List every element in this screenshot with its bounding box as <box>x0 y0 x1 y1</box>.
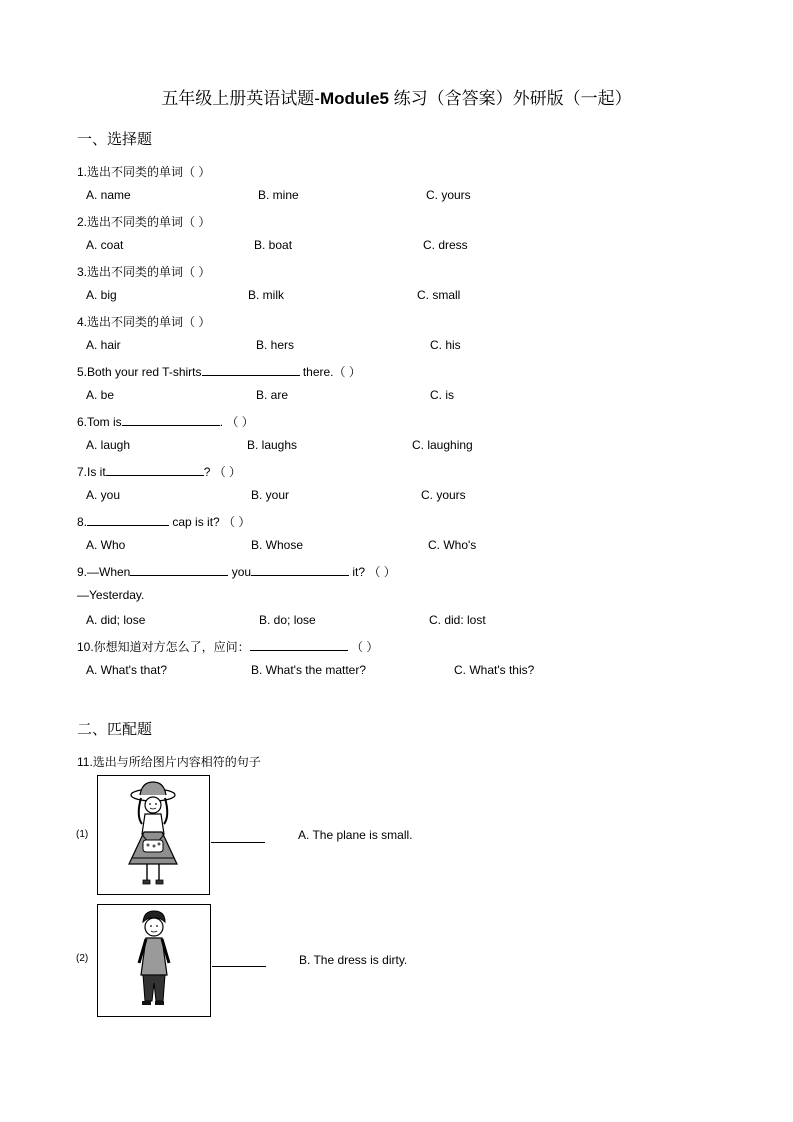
title-prefix: 五年级上册英语试题- <box>161 89 320 108</box>
section-heading-choice: 一、选择题 <box>77 131 153 148</box>
girl-illustration <box>98 776 208 893</box>
match-label-2: (2) <box>76 953 89 964</box>
question-5 <box>77 363 361 380</box>
q6-option-a: A. laugh <box>86 438 131 452</box>
title-bold: Module5 <box>319 89 389 108</box>
q10-text-end: （ ） <box>347 640 379 654</box>
q5-option-b: B. are <box>256 388 289 402</box>
q9-option-a: A. did; lose <box>86 613 146 627</box>
question-2: 2.选出不同类的单词（ ） <box>77 215 211 229</box>
question-9 <box>77 563 396 580</box>
question-6 <box>77 413 254 430</box>
answer-blank <box>130 564 228 576</box>
q5-text-end: there.（ ） <box>299 365 361 379</box>
q1-option-a: A. name <box>86 188 131 202</box>
q9-text-mid: you <box>228 565 252 579</box>
q9-text-start: 9.—When <box>77 565 131 579</box>
section-heading-matching: 二、匹配题 <box>77 721 153 738</box>
boy-picture <box>97 904 211 1017</box>
q7-option-b: B. your <box>251 488 290 502</box>
girl-picture <box>97 775 210 895</box>
q5-option-c: C. is <box>430 388 454 402</box>
answer-blank <box>251 564 349 576</box>
question-1: 1.选出不同类的单词（ ） <box>77 165 211 179</box>
answer-blank-2 <box>212 966 266 967</box>
q7-text-end: ? （ ） <box>203 465 242 479</box>
q1-option-b: B. mine <box>258 188 299 202</box>
question-10 <box>77 638 378 655</box>
q8-option-b: B. Whose <box>251 538 304 552</box>
q5-option-a: A. be <box>86 388 115 402</box>
q6-text-end: . （ ） <box>219 415 254 429</box>
page-title <box>0 84 793 109</box>
q7-text-start: 7.Is it <box>77 465 106 479</box>
q1-option-c: C. yours <box>426 188 471 202</box>
q8-option-c: C. Who's <box>428 538 477 552</box>
q3-option-c: C. small <box>417 288 461 302</box>
boy-illustration <box>98 905 209 1015</box>
answer-blank <box>202 364 300 376</box>
title-suffix: 练习（含答案）外研版（一起） <box>388 89 632 108</box>
q2-option-b: B. boat <box>254 238 293 252</box>
q4-option-c: C. his <box>430 338 461 352</box>
q4-option-a: A. hair <box>86 338 121 352</box>
q10-option-a: A. What's that? <box>86 663 167 677</box>
q8-option-a: A. Who <box>86 538 126 552</box>
q3-option-b: B. milk <box>248 288 284 302</box>
q9-option-b: B. do; lose <box>259 613 316 627</box>
answer-blank <box>250 639 348 651</box>
q3-option-a: A. big <box>86 288 117 302</box>
q7-option-a: A. you <box>86 488 121 502</box>
answer-blank <box>122 414 220 426</box>
q2-option-a: A. coat <box>86 238 124 252</box>
question-11: 11.选出与所给图片内容相符的句子 <box>77 755 261 769</box>
match-sentence-b: B. The dress is dirty. <box>299 953 408 967</box>
q8-text-start: 8. <box>77 515 88 529</box>
q9-text-end: it? （ ） <box>349 565 396 579</box>
q2-option-c: C. dress <box>423 238 468 252</box>
question-7 <box>77 463 241 480</box>
q10-option-c: C. What's this? <box>454 663 535 677</box>
answer-blank-1 <box>211 842 265 843</box>
match-sentence-a: A. The plane is small. <box>298 828 413 842</box>
q7-option-c: C. yours <box>421 488 466 502</box>
question-8 <box>77 513 250 530</box>
q10-text-start: 10.你想知道对方怎么了，应问： <box>77 640 250 654</box>
q6-option-b: B. laughs <box>247 438 298 452</box>
answer-blank <box>106 464 204 476</box>
q9-answer-line: —Yesterday. <box>77 588 145 602</box>
q10-option-b: B. What's the matter? <box>251 663 367 677</box>
question-3: 3.选出不同类的单词（ ） <box>77 265 211 279</box>
q4-option-b: B. hers <box>256 338 295 352</box>
q6-option-c: C. laughing <box>412 438 473 452</box>
q8-text-end: cap is it? （ ） <box>169 515 251 529</box>
match-label-1: (1) <box>76 829 89 840</box>
q5-text-start: 5.Both your red T-shirts <box>77 365 202 379</box>
question-4: 4.选出不同类的单词（ ） <box>77 315 211 329</box>
q9-option-c: C. did: lost <box>429 613 486 627</box>
q6-text-start: 6.Tom is <box>77 415 122 429</box>
answer-blank <box>87 514 169 526</box>
